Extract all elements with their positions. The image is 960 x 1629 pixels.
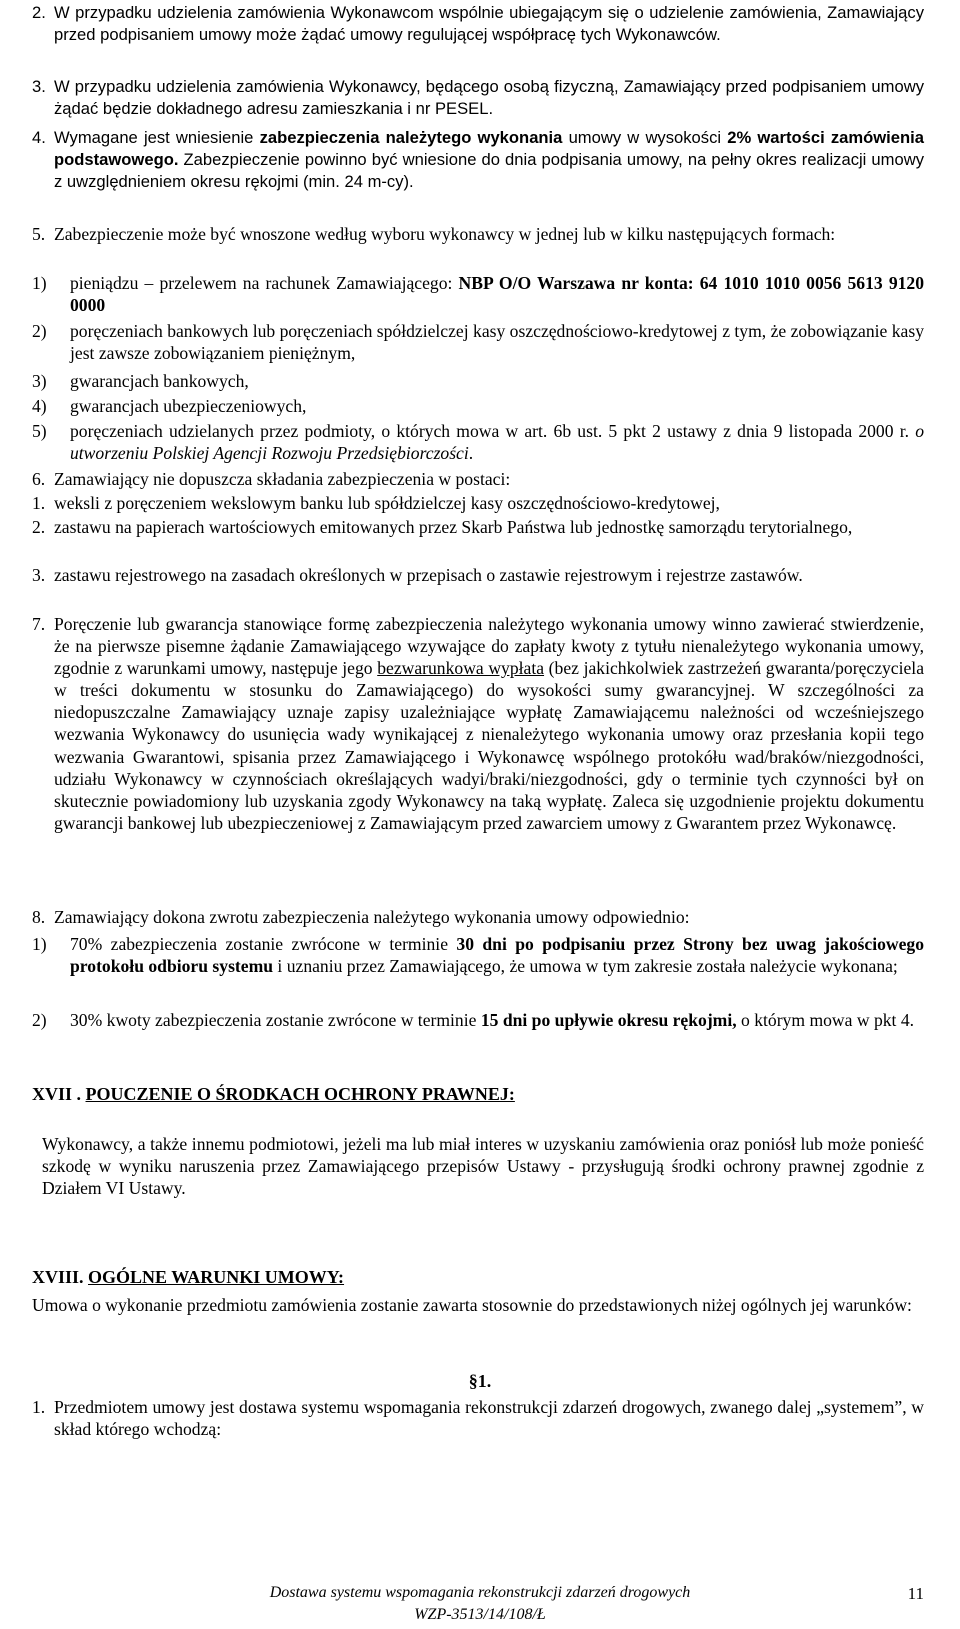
list-item-8 (32, 906, 924, 928)
sub-item-6-3 (32, 564, 924, 586)
page-number: 11 (907, 1584, 924, 1603)
sub-item-text: gwarancjach bankowych, (70, 371, 249, 391)
clause-1 (32, 1396, 924, 1440)
sub-item-number: 2. (32, 517, 46, 537)
sub-item-number: 1) (32, 934, 47, 954)
paragraph: Wykonawcy, a także innemu podmiotowi, jeżeli ma lub miał interes w uzyskaniu zamówienia oraz poniósł lub może ponieść szkodę w wyniku naruszenia przez Zamawiającego przepisów Ustawy - przysługują środki ochrony prawnej zgodnie z Działem VI Ustawy. (42, 1134, 924, 1199)
list-item-7 (32, 613, 924, 834)
text-run: pieniądzu – przelewem na rachunek Zamawiającego: (70, 273, 459, 293)
section-body-xviii (32, 1294, 924, 1316)
sub-item-8-2 (32, 1009, 924, 1031)
sub-item-6-2 (32, 516, 924, 538)
section-number: XVIII. (32, 1267, 84, 1287)
sub-item-number: 2) (32, 1010, 47, 1030)
text-run: 30% kwoty zabezpieczenia zostanie zwrócone w terminie (70, 1010, 481, 1030)
sub-item-text (70, 933, 924, 977)
text-run: . (468, 443, 474, 464)
item-text: W przypadku udzielenia zamówienia Wykonawcom wspólnie ubiegającym się o udzielenie zamówienia, Zamawiający przed podpisaniem umowy może żądać umowy regulującej współpracę tych Wykonawców. (54, 3, 924, 45)
item-text: Przedmiotem umowy jest dostawa systemu wspomagania rekonstrukcji zdarzeń drogowych, zwanego dalej „systemem”, w skład którego wchodzą: (54, 1397, 924, 1440)
footer-title: Dostawa systemu wspomagania rekonstrukcji zdarzeń drogowych (269, 1584, 691, 1601)
sub-item-text: weksli z poręczeniem wekslowym banku lub spółdzielczej kasy oszczędnościowo-kredytowej, (54, 493, 720, 513)
sub-item-5-5 (32, 420, 924, 464)
list-item-4 (32, 127, 924, 193)
text-bold: 2% wartości zamówienia podstawowego. (54, 128, 924, 170)
list-item-3 (32, 76, 924, 120)
text-run: Wymagane jest wniesienie (54, 128, 260, 147)
paragraph-heading: §1. (468, 1371, 492, 1391)
sub-item-number: 2) (32, 321, 47, 341)
sub-item-5-2 (32, 320, 924, 364)
sub-item-6-1 (32, 492, 924, 514)
item-number: 6. (32, 469, 46, 489)
section-title: POUCZENIE O ŚRODKACH OCHRONY PRAWNEJ: (85, 1084, 515, 1104)
bank-account: NBP O/O Warszawa nr konta: 64 1010 1010 0056 5613 9120 0000 (70, 273, 925, 316)
sub-item-text (70, 272, 924, 316)
text-run: poręczeniach udzielanych przez podmioty, o których mowa w art. 6b ust. 5 pkt 2 ustawy z dnia 9 listopada 2000 r. (70, 421, 916, 441)
item-text: Zamawiający nie dopuszcza składania zabezpieczenia w postaci: (54, 469, 511, 489)
text-run: (bez jakichkolwiek zastrzeżeń gwaranta/poręczyciela w treści dokumentu w stosunku do Zamawiającego) do wysokości sumy gwarancyjnej. W szczególności za niedopuszczalne Zamawiający uznaje zapisy uzależniające wypłatę Zamawiającemu należności od wcześniejszego wezwania Wykonawcy do usunięcia wady wynikającej z nienależytego wykonania umowy oraz przesłania kopii tego wezwania Gwarantowi, spisania przez Zamawiającego i Wykonawcę wspólnego protokółu wad/braków/niezgodności, udziału Wykonawcy w czynnościach określających wadyi/braki/niezgodności, gdy o terminie tych czynności był on skutecznie powiadomiony lub uzyskania zgody Wykonawcy na taką wypłatę. Zaleca się uzgodnienie projektu dokumentu gwarancji bankowej lub ubezpieczeniowej z Zamawiającym przed zawarciem umowy z Gwarantem przez Wykonawcę. (54, 658, 925, 833)
sub-item-text: poręczeniach bankowych lub poręczeniach spółdzielczej kasy oszczędnościowo-kredytowej z tym, że zobowiązanie kasy jest zawsze zobowiązaniem pieniężnym, (70, 321, 924, 364)
footer-reference: WZP-3513/14/108/Ł (414, 1606, 546, 1623)
sub-item-number: 1. (32, 493, 46, 513)
item-number: 3. (32, 77, 46, 96)
sub-item-text (70, 420, 924, 464)
sub-item-number: 3. (32, 565, 46, 585)
item-text (54, 613, 924, 834)
item-number: 8. (32, 907, 46, 927)
section-number: XVII . (32, 1084, 82, 1104)
sub-item-text (70, 1009, 924, 1031)
list-item-5 (32, 223, 924, 245)
sub-item-number: 1) (32, 273, 47, 293)
item-text: Zamawiający dokona zwrotu zabezpieczenia należytego wykonania umowy odpowiednio: (54, 907, 690, 927)
item-number: 2. (32, 3, 46, 22)
list-item-2 (32, 2, 924, 46)
text-run: umowy w wysokości (562, 128, 728, 147)
paragraph: Umowa o wykonanie przedmiotu zamówienia zostanie zawarta stosownie do przedstawionych niżej ogólnych jej warunków: (32, 1295, 912, 1315)
sub-item-text: zastawu rejestrowego na zasadach określonych w przepisach o zastawie rejestrowym i rejestrze zastawów. (54, 565, 803, 585)
text-underlined: bezwarunkowa wypłata (377, 658, 545, 679)
sub-item-number: 4) (32, 396, 47, 416)
sub-item-5-1 (32, 272, 924, 316)
sub-item-text: zastawu na papierach wartościowych emitowanych przez Skarb Państwa lub jednostkę samorządu terytorialnego, (54, 517, 853, 537)
act-title: o utworzeniu Polskiej Agencji Rozwoju Przedsiębiorczości (70, 421, 924, 464)
item-number: 1. (32, 1397, 46, 1417)
text-bold: 15 dni po upływie okresu rękojmi, (480, 1010, 737, 1030)
sub-item-number: 5) (32, 421, 47, 441)
item-text: Zabezpieczenie może być wnoszone według wyboru wykonawcy w jednej lub w kilku następujących formach: (54, 224, 836, 244)
sub-item-5-4 (32, 395, 924, 417)
section-title: OGÓLNE WARUNKI UMOWY: (88, 1267, 345, 1287)
section-heading-xviii (32, 1266, 344, 1288)
item-text (54, 127, 924, 193)
item-number: 5. (32, 224, 46, 244)
list-item-6 (32, 468, 924, 490)
text-run: 70% zabezpieczenia zostanie zwrócone w terminie (70, 934, 457, 954)
sub-item-number: 3) (32, 371, 47, 391)
sub-item-5-3 (32, 370, 924, 392)
section-body-xvii (32, 1133, 924, 1199)
text-run: i uznaniu przez Zamawiającego, że umowa w tym zakresie została należycie wykonana; (273, 956, 898, 977)
sub-item-text: gwarancjach ubezpieczeniowych, (70, 396, 307, 416)
text-bold: zabezpieczenia należytego wykonania (259, 128, 563, 147)
item-number: 4. (32, 128, 46, 147)
section-heading-xvii (32, 1083, 515, 1105)
item-text: W przypadku udzielenia zamówienia Wykonawcy, będącego osobą fizyczną, Zamawiający przed podpisaniem umowy żądać będzie dokładnego adresu zamieszkania i nr PESEL. (54, 77, 924, 119)
sub-item-8-1 (32, 933, 924, 977)
item-number: 7. (32, 614, 46, 634)
text-bold: 30 dni po podpisaniu przez Strony bez uwag jakościowego protokołu odbioru systemu (70, 934, 924, 977)
text-run: Poręczenie lub gwarancja stanowiące formę zabezpieczenia należytego wykonania umowy winno zawierać stwierdzenie, że na pierwsze pisemne żądanie Zamawiającego wzywające do zapłaty kwoty z tytułu nienależytego wykonania umowy, zgodnie z warunkami umowy, następuje jego (54, 614, 924, 679)
text-run: Zabezpieczenie powinno być wniesione do dnia podpisania umowy, na pełny okres realizacji umowy z uwzględnieniem okresu rękojmi (min. 24 m-cy). (54, 150, 924, 192)
text-run: o którym mowa w pkt 4. (736, 1010, 915, 1030)
